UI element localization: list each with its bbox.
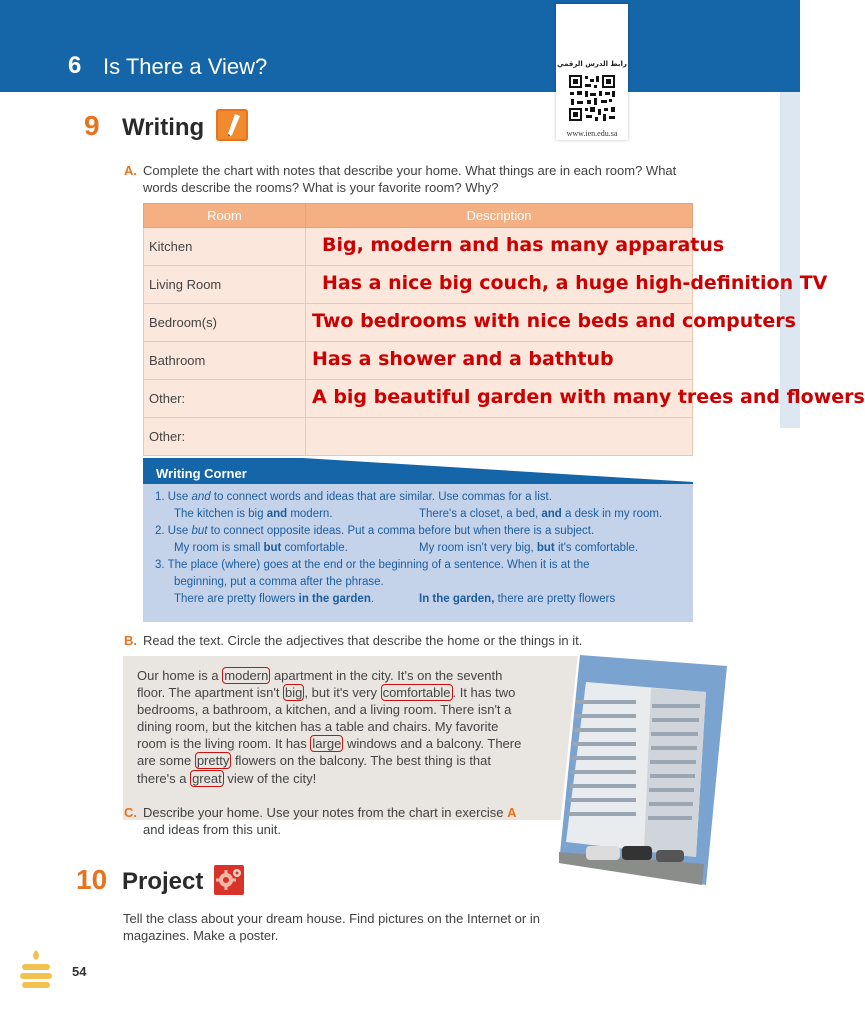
writing-corner-example: My room isn't very big, but it's comfortable. xyxy=(419,542,639,554)
description-cell[interactable] xyxy=(306,304,796,342)
exercise-c-line-2: and ideas from this unit. xyxy=(143,822,282,837)
column-header-description: Description xyxy=(306,204,693,228)
qr-card[interactable] xyxy=(556,4,628,140)
writing-corner-example: In the garden, there are pretty flowers xyxy=(419,593,616,605)
table-row xyxy=(144,266,693,304)
project-line-2: magazines. Make a poster. xyxy=(123,928,279,943)
circled-adjective[interactable]: large xyxy=(312,736,342,752)
exercise-c-line-1: Describe your home. Use your notes from the chart in exercise A xyxy=(143,805,517,820)
table-row xyxy=(144,380,693,418)
qr-code-icon[interactable] xyxy=(568,74,616,122)
handwritten-note: Has a shower and a bathtub xyxy=(312,348,614,370)
project-line-1: Tell the class about your dream house. Find pictures on the Internet or in xyxy=(123,911,540,926)
handwritten-note: Two bedrooms with nice beds and computers xyxy=(312,310,796,332)
table-row xyxy=(144,418,693,456)
writing-corner-rule-1: 1. Use and to connect words and ideas that are similar. Use commas for a list. xyxy=(155,491,552,503)
notes-chart xyxy=(143,203,865,456)
circled-adjective[interactable]: great xyxy=(192,770,222,786)
circled-adjective[interactable]: big xyxy=(285,685,303,701)
circled-adjective[interactable]: comfortable xyxy=(382,685,451,701)
exercise-letter-b: B. xyxy=(124,633,137,648)
description-cell[interactable] xyxy=(306,380,865,418)
exercise-a-line-1: Complete the chart with notes that describe your home. What things are in each room? What xyxy=(143,163,677,178)
room-cell: Bedroom(s) xyxy=(144,304,306,342)
table-row xyxy=(144,304,693,342)
room-cell: Other: xyxy=(144,418,306,456)
table-row xyxy=(144,342,693,380)
exercise-a-line-2: words describe the rooms? What is your favorite room? Why? xyxy=(143,180,499,195)
writing-corner-example: My room is small but comfortable. xyxy=(174,542,348,554)
exercise-letter-c: C. xyxy=(124,805,137,820)
circled-adjective[interactable]: pretty xyxy=(196,753,230,769)
column-header-room: Room xyxy=(144,204,306,228)
room-cell: Bathroom xyxy=(144,342,306,380)
pencil-icon xyxy=(216,109,248,141)
ministry-logo-icon xyxy=(16,946,56,994)
handwritten-note: A big beautiful garden with many trees and flowers xyxy=(312,386,865,408)
qr-url[interactable]: www.ien.edu.sa xyxy=(566,129,618,138)
description-cell[interactable] xyxy=(306,228,725,266)
writing-corner-example: There's a closet, a bed, and a desk in my room. xyxy=(419,508,663,520)
section-title: Project xyxy=(122,868,204,895)
room-cell: Living Room xyxy=(144,266,306,304)
circled-adjective[interactable]: modern xyxy=(224,668,269,683)
handwritten-note: Big, modern and has many apparatus xyxy=(322,234,725,256)
description-cell[interactable] xyxy=(306,266,828,304)
table-row xyxy=(144,228,693,266)
section-number: 9 xyxy=(84,110,100,141)
apartment-building-photo xyxy=(556,652,730,888)
side-strip xyxy=(780,92,800,428)
description-cell[interactable] xyxy=(306,342,693,380)
writing-corner-title: Writing Corner xyxy=(156,466,247,481)
gears-icon xyxy=(213,864,245,896)
room-cell: Kitchen xyxy=(144,228,306,266)
description-cell[interactable] xyxy=(306,418,693,456)
page-number: 54 xyxy=(72,964,87,979)
writing-corner-example: The kitchen is big and modern. xyxy=(174,508,333,520)
exercise-b-instruction: Read the text. Circle the adjectives that describe the home or the things in it. xyxy=(143,633,583,648)
unit-number: 6 xyxy=(68,52,82,79)
exercise-letter-a: A. xyxy=(124,163,137,178)
room-cell: Other: xyxy=(144,380,306,418)
section-number: 10 xyxy=(76,864,108,895)
handwritten-note: Has a nice big couch, a huge high-definition TV xyxy=(322,272,828,294)
writing-corner-rule-2: 2. Use but to connect opposite ideas. Put a comma before but when there is a subject. xyxy=(155,525,595,537)
section-title: Writing xyxy=(122,114,205,141)
reading-passage: Our home is a modern apartment in the city. It's on the seventh floor. The apartment isn't big , but it's very comfortable . It has two bedrooms, a bathroom, a kitchen, and a living room. There isn't a dining room, but the kitchen has a table and chairs. My favorite room is the living room. It has large windows and a balcony. There are some pretty flowers on the balcony. The best thing is that there's a great view of the city! xyxy=(137,668,522,786)
unit-title: Is There a View? xyxy=(103,54,268,79)
qr-label: رابط الدرس الرقمي xyxy=(557,60,627,68)
writing-corner-example: There are pretty flowers in the garden. xyxy=(174,593,375,605)
writing-corner-rule-3: 3. The place (where) goes at the end or the beginning of a sentence. When it is at the xyxy=(155,559,590,571)
writing-corner-rule-3-cont: beginning, put a comma after the phrase. xyxy=(174,576,384,588)
